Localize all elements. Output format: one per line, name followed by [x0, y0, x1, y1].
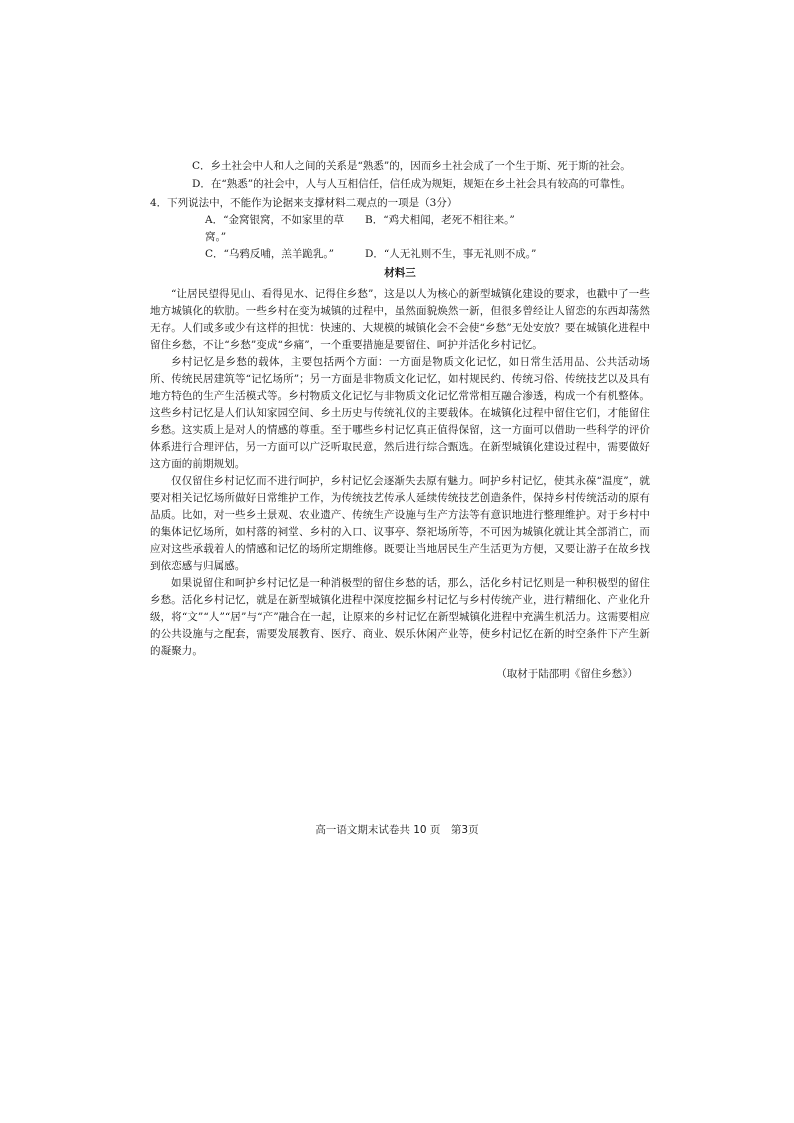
- material3-paragraph: 仅仅留住乡村记忆而不进行呵护，乡村记忆会逐渐失去原有魅力。呵护乡村记忆，使其永葆“温度”，就要对相关记忆场所做好日常维护工作，为传统技艺传承人延续传统技艺创造条件，保持乡村传统活动的原有品质。比如，对一些乡土景观、农业遗产、传统生产设施与生产方法等有意识地进行整理维护。对于乡村中的集体记忆场所，如村落的祠堂、乡村的入口、议事亭、祭祀场所等，不可因为城镇化就让其全部消亡，而应对这些承载着人的情感和记忆的场所定期维修。既要让当地居民生产生活更为方便，又要让游子在故乡找到依恋感与归属感。: [150, 475, 650, 572]
- page-footer: 高一语文期末试卷共 10 页 第3页: [315, 824, 479, 836]
- material3-title: 材料三: [384, 267, 416, 279]
- q4-option-b: B．“鸡犬相闻，老死不相往来。”: [365, 214, 515, 226]
- q3-option-c: C．乡土社会中人和人之间的关系是“熟悉”的，因而乡土社会成了一个生于斯、死于斯的社会。: [192, 160, 631, 172]
- material3-source: （取材于陆邵明《留住乡愁》）: [496, 668, 638, 680]
- q3-option-d: D．在“熟悉”的社会中，人与人互相信任，信任成为规矩，规矩在乡土社会具有较高的可靠性。: [192, 178, 632, 190]
- q4-option-c: C．“乌鸦反哺，羔羊跪乳。”: [205, 248, 335, 260]
- q4-options-row-1: [150, 212, 650, 246]
- q4-option-d: D．“人无礼则不生，事无礼则不成。”: [365, 248, 537, 260]
- material3-paragraph: “让居民望得见山、看得见水、记得住乡愁”，这是以人为核心的新型城镇化建设的要求，也戳中了一些地方城镇化的软肋。一些乡村在变为城镇的过程中，虽然面貌焕然一新，但很多曾经让人留恋的东西却荡然无存。人们或多或少有这样的担忧：快速的、大规模的城镇化会不会使“乡愁”无处安放？要在城镇化进程中留住乡愁，不让“乡愁”变成“乡痛”，一个重要措施是要留住、呵护并活化乡村记忆。: [150, 288, 650, 351]
- material3-paragraph: 如果说留住和呵护乡村记忆是一种消极型的留住乡愁的话，那么，活化乡村记忆则是一种积极型的留住乡愁。活化乡村记忆，就是在新型城镇化进程中深度挖掘乡村记忆与乡村传统产业，进行精细化、产业化升级，将“文”“人”“居”与“产”融合在一起，让原来的乡村记忆在新型城镇化进程中充满生机活力。这需要相应的公共设施与之配套，需要发展教育、医疗、商业、娱乐休闲产业等，使乡村记忆在新的时空条件下产生新的凝聚力。: [150, 577, 650, 657]
- material3-paragraph: 乡村记忆是乡愁的载体，主要包括两个方面：一方面是物质文化记忆，如日常生活用品、公共活动场所、传统民居建筑等“记忆场所”；另一方面是非物质文化记忆，如村规民约、传统习俗、传统技艺以及具有地方特色的生产生活模式等。乡村物质文化记忆与非物质文化记忆常常相互融合渗透，构成一个有机整体。这些乡村记忆是人们认知家园空间、乡土历史与传统礼仪的主要载体。在城镇化过程中留住它们，才能留住乡愁。这实质上是对人的情感的尊重。至于哪些乡村记忆真正值得保留，这一方面可以借助一些科学的评价体系进行合理评估，另一方面可以广泛听取民意，然后进行综合甄选。在新型城镇化建设过程中，需要做好这方面的前期规划。: [150, 356, 650, 470]
- q4-stem: 4．下列说法中，不能作为论据来支撑材料二观点的一项是（3分）: [150, 197, 458, 209]
- q4-option-a: A．“金窝银窝，不如家里的草窝。”: [205, 214, 344, 243]
- q4-options-row-2: [150, 246, 650, 263]
- exam-content: [150, 158, 650, 683]
